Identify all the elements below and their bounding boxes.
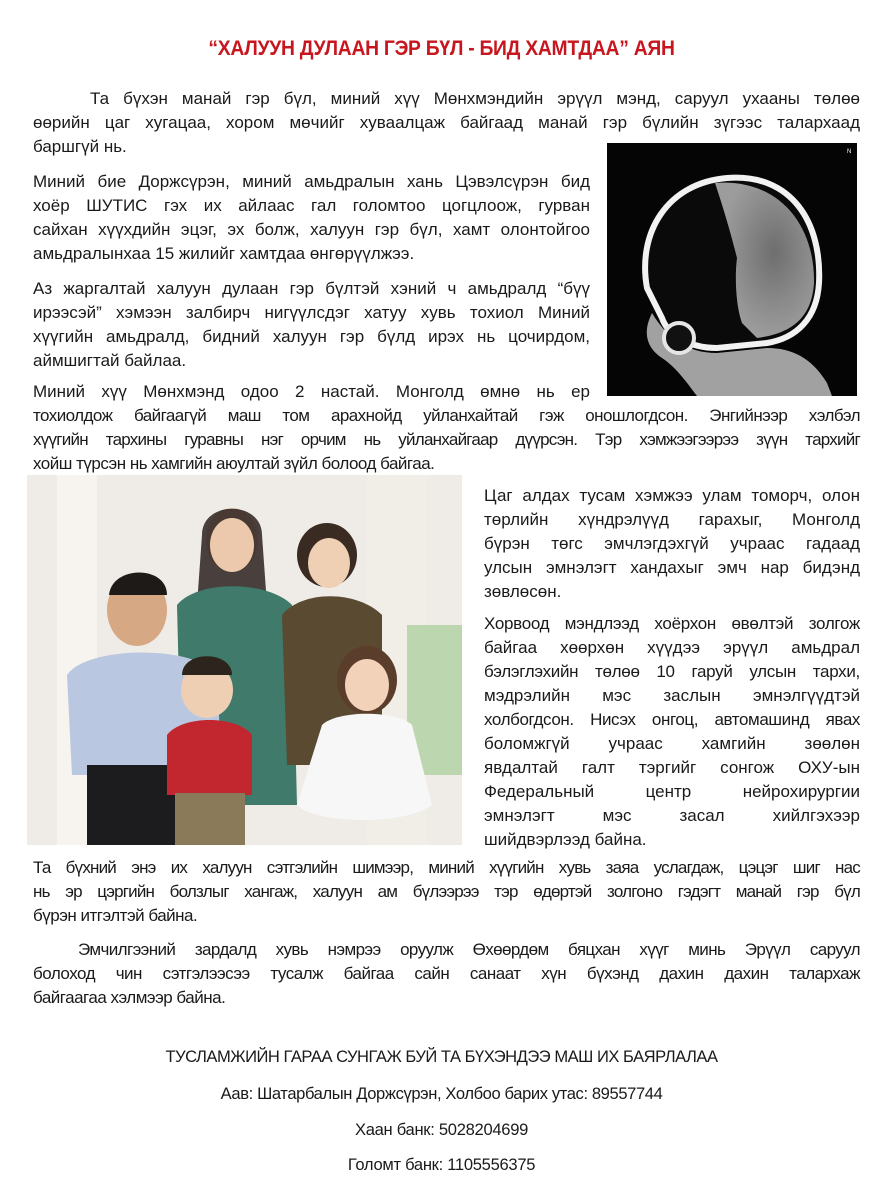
text-line: улсын эмнэлэгт хандахыг эмч нар бидэнд	[484, 558, 860, 577]
ct-scan-graphic	[607, 143, 857, 396]
footer-contact: Аав: Шатарбалын Доржсүрэн, Холбоо барих утас: 89557744	[220, 1084, 663, 1103]
text-line: Аз жаргалтай халуун дулаан гэр бүлтэй хэний ч амьдралд “бүү	[33, 279, 590, 298]
text-line: баршгүй нь.	[33, 137, 127, 156]
text-line: зөвлөсөн.	[484, 582, 562, 601]
paragraph-family-background	[33, 170, 590, 266]
text-line: бэлэглэхийн төлөө 10 гаруй улсын тархи,	[484, 662, 860, 681]
text-line: аймшигтай байлаа.	[33, 351, 187, 370]
text-line: эмнэлэгт мэс засал хийлгэхээр	[484, 806, 860, 825]
text-line: хүүгийн амьдралд, бидний халуун гэр бүлд ирэх нь цочирдом,	[33, 327, 590, 346]
page-title: “ХАЛУУН ДУЛААН ГЭР БҮЛ - БИД ХАМТДАА” АЯН	[208, 37, 675, 60]
text-line: ирээсэй” хэмээн залбирч нигүүлсдэг хатуу хувь тохиол Миний	[33, 303, 590, 322]
text-line: боломжгүй учраас хамгийн зөөлөн	[484, 734, 860, 753]
text-line: бүрэн төгс эмчлэгдэхгүй учраас гадаад	[484, 534, 860, 553]
ct-scan-label: N	[847, 149, 852, 155]
text-line: Хорвоод мэндлээд хоёрхон өвөлтэй золгож	[484, 614, 860, 633]
text-line: сайхан хүүхдийн эцэг, эх болж, халуун гэр бүл, хамт олонтойгоо	[33, 220, 590, 239]
text-line: явдалтай галт тэргийг сонгож ОХУ-ын	[484, 758, 860, 777]
text-line: байгаа хөөрхөн хүүдээ эрүүл амьдрал	[484, 638, 860, 657]
text-line: амьдралынхаа 15 жилийг хамтдаа өнгөрүүлжээ.	[33, 244, 415, 263]
text-line: хүүгийн тархины гуравны нэг орчим нь уйланхайгаар дүүрсэн. Тэр хэмжээгээрээ зүүн тархийг	[33, 430, 860, 449]
footer-khan-bank: Хаан банк: 5028204699	[354, 1120, 529, 1139]
text-line: мэдрэлийн мэс заслын эмнэлгүүдтэй	[484, 686, 860, 705]
text-line: Цаг алдах тусам хэмжээ улам томорч, олон	[484, 486, 860, 505]
text-line: Федеральный центр нейрохирургии	[484, 782, 860, 801]
family-photo-graphic	[27, 475, 462, 845]
text-line: Та бүхэн манай гэр бүл, миний хүү Мөнхмэндийн эрүүл мэнд, саруул ухааны төлөө	[90, 89, 860, 108]
ct-scan-image	[607, 143, 857, 396]
paragraph-recommendation	[484, 484, 860, 604]
text-line: холбогдсон. Нисэх онгоц, автомашинд явах	[484, 710, 860, 729]
footer-thanks: ТУСЛАМЖИЙН ГАРАА СУНГАЖ БУЙ ТА БҮХЭНДЭЭ МАШ ИХ БАЯРЛАЛАА	[165, 1047, 718, 1066]
text-line: Эмчилгээний зардалд хувь нэмрээ оруулж Өхөөрдөм бяцхан хүүг минь Эрүүл саруул	[78, 940, 860, 959]
paragraph-hope	[33, 856, 860, 928]
text-line: хоёр ШУТИС гэх их айлаас гал голомтоо цогцлоож, гурван	[33, 196, 590, 215]
text-line: шийдвэрлээд байна.	[484, 830, 647, 849]
text-line: нь эр цэргийн болзлыг хангаж, халуун ам бүлээрээ тэр өдөртэй золгоно гэдэгт манай гэр бүл	[33, 882, 860, 901]
text-line: Миний хүү Мөнхмэнд одоо 2 настай. Монголд өмнө нь ер	[33, 382, 590, 401]
text-line: тохиолдож байгаагүй маш том арахнойд уйланхайтай гэж оношлогдсон. Энгийнээр хэлбэл	[33, 406, 860, 425]
paragraph-misfortune	[33, 277, 590, 373]
text-line: Миний бие Доржсүрэн, миний амьдралын хань Цэвэлсүрэн бид	[33, 172, 590, 191]
paragraph-gratitude	[33, 938, 860, 1010]
paragraph-diagnosis	[33, 380, 860, 476]
footer-golomt-bank: Голомт банк: 1105556375	[347, 1155, 536, 1174]
paragraph-treatment-plan	[484, 612, 860, 852]
text-line: байгаагаа хэлмээр байна.	[33, 988, 226, 1007]
text-line: болоход чин сэтгэлээсээ тусалж байгаа сайн санаат хүн бүхэнд дахин дахин талархаж	[33, 964, 860, 983]
text-line: Та бүхний энэ их халуун сэтгэлийн шимээр, миний хүүгийн хувь заяа услагдаж, цэцэг шиг нас	[33, 858, 860, 877]
text-line: бүрэн итгэлтэй байна.	[33, 906, 198, 925]
text-line: өөрийн цаг хугацаа, хором мөчийг хуваалцаж байгаад манай гэр бүлийн зүгээс талархаад	[33, 113, 860, 132]
family-photo	[27, 475, 462, 845]
text-line: хойш түрсэн нь хамгийн аюултай зүйл болоод байгаа.	[33, 454, 435, 473]
text-line: төрлийн хүндрэлүүд гарахыг, Монголд	[484, 510, 860, 529]
